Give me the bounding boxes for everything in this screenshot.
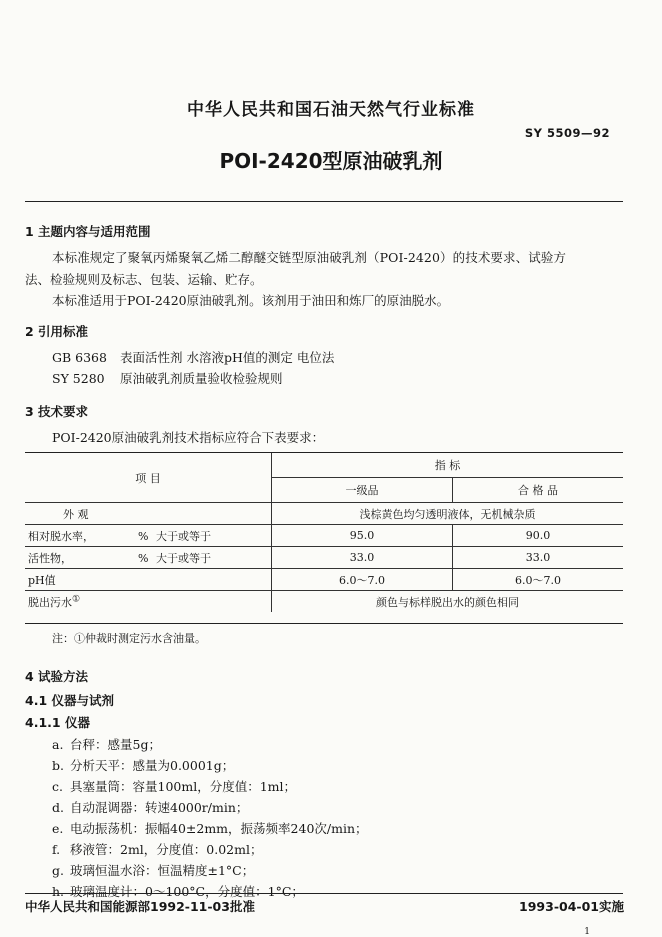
row-value-grade2: 33.0	[453, 547, 624, 569]
approval-note: 中华人民共和国能源部1992-11-03批准	[25, 899, 255, 914]
row-name: 相对脱水率，	[28, 529, 94, 543]
row-name: pH值	[25, 569, 272, 591]
table-row	[25, 503, 623, 525]
item-label: g.	[52, 863, 64, 878]
list-item	[52, 840, 263, 858]
section-3-heading: 3 技术要求	[25, 404, 89, 419]
subsection-4-1-1-heading: 4.1.1 仪器	[25, 715, 90, 730]
row-name-cell	[25, 525, 272, 547]
reference-title: 表面活性剂 水溶液pH值的测定 电位法	[120, 350, 335, 365]
row-name-cell	[25, 591, 272, 613]
section-2-heading: 2 引用标准	[25, 324, 89, 339]
item-label: e.	[52, 821, 64, 836]
list-item	[52, 798, 248, 816]
reference-sy5280	[52, 369, 283, 387]
implementation-date: 1993-04-01实施	[519, 899, 624, 914]
reference-code: SY 5280	[52, 371, 105, 386]
issuing-organization: 中华人民共和国石油天然气行业标准	[187, 100, 475, 120]
row-condition: 大于或等于	[156, 551, 211, 565]
row-condition: 大于或等于	[156, 529, 211, 543]
item-label: h.	[52, 884, 65, 899]
row-value-grade2: 6.0～7.0	[453, 569, 624, 591]
table-row	[25, 569, 623, 591]
item-label: f.	[52, 842, 61, 857]
reference-title: 原油破乳剂质量验收检验规则	[120, 371, 283, 386]
section-1-heading: 1 主题内容与适用范围	[25, 224, 151, 239]
row-value-grade1: 95.0	[272, 525, 453, 547]
subsection-4-1-heading: 4.1 仪器与试剂	[25, 693, 114, 708]
reference-code: GB 6368	[52, 350, 107, 365]
table-header-grade1: 一级品	[272, 478, 453, 503]
item-label: d.	[52, 800, 64, 815]
table-header-index: 指 标	[272, 453, 624, 478]
list-item	[52, 735, 161, 753]
title-rule	[25, 201, 623, 202]
item-text: 移液管：2ml，分度值：0.02ml；	[70, 842, 263, 857]
row-merged-value: 浅棕黄色均匀透明液体，无机械杂质	[272, 503, 624, 525]
table-note: 注：①仲裁时测定污水含油量。	[52, 632, 206, 645]
footnote-marker: ①	[72, 593, 81, 604]
row-unit: %	[138, 529, 149, 543]
table-row	[25, 525, 623, 547]
section-3-intro: POI-2420原油破乳剂技术指标应符合下表要求：	[52, 430, 325, 445]
item-text: 自动混调器：转速4000r/min；	[70, 800, 249, 815]
row-value-grade1: 33.0	[272, 547, 453, 569]
item-label: c.	[52, 779, 63, 794]
table-row	[25, 591, 623, 613]
list-item	[52, 756, 234, 774]
spec-table	[25, 453, 623, 612]
row-merged-value: 颜色与标样脱出水的颜色相同	[272, 591, 624, 613]
row-unit: %	[138, 551, 149, 565]
document-title: POI-2420型原油破乳剂	[219, 149, 443, 173]
table-header-grade2: 合 格 品	[453, 478, 624, 503]
row-value-grade1: 6.0～7.0	[272, 569, 453, 591]
row-name: 脱出污水	[28, 595, 72, 609]
item-text: 玻璃温度计：0～100°C，分度值：1°C；	[70, 884, 304, 899]
list-item	[52, 777, 296, 795]
row-name-cell	[25, 547, 272, 569]
item-text: 玻璃恒温水浴：恒温精度±1°C；	[70, 863, 255, 878]
section-1-paragraph-1b: 法、检验规则及标志、包装、运输、贮存。	[25, 272, 263, 287]
list-item	[52, 861, 254, 879]
table-header-item: 项 目	[135, 471, 161, 485]
footer-rule	[25, 893, 623, 894]
table-bottom-rule	[25, 623, 623, 624]
page-number: 1	[584, 927, 590, 937]
item-text: 具塞量筒：容量100ml，分度值：1ml；	[70, 779, 297, 794]
item-label: b.	[52, 758, 64, 773]
item-text: 分析天平：感量为0.0001g；	[70, 758, 235, 773]
section-4-heading: 4 试验方法	[25, 669, 89, 684]
item-label: a.	[52, 737, 64, 752]
standard-code: SY 5509—92	[524, 126, 610, 140]
row-name: 外 观	[25, 503, 272, 525]
row-name: 活性物，	[28, 551, 72, 565]
row-value-grade2: 90.0	[453, 525, 624, 547]
reference-gb6368	[52, 348, 334, 366]
item-text: 电动振荡机：振幅40±2mm，振荡频率240次/min；	[70, 821, 368, 836]
section-1-paragraph-2: 本标准适用于POI-2420原油破乳剂。该剂用于油田和炼厂的原油脱水。	[52, 293, 450, 308]
section-1-paragraph-1a: 本标准规定了聚氧丙烯聚氧乙烯二醇醚交链型原油破乳剂（POI-2420）的技术要求、试验方	[52, 250, 567, 265]
item-text: 台秤：感量5g；	[70, 737, 161, 752]
list-item	[52, 819, 368, 837]
table-row	[25, 547, 623, 569]
